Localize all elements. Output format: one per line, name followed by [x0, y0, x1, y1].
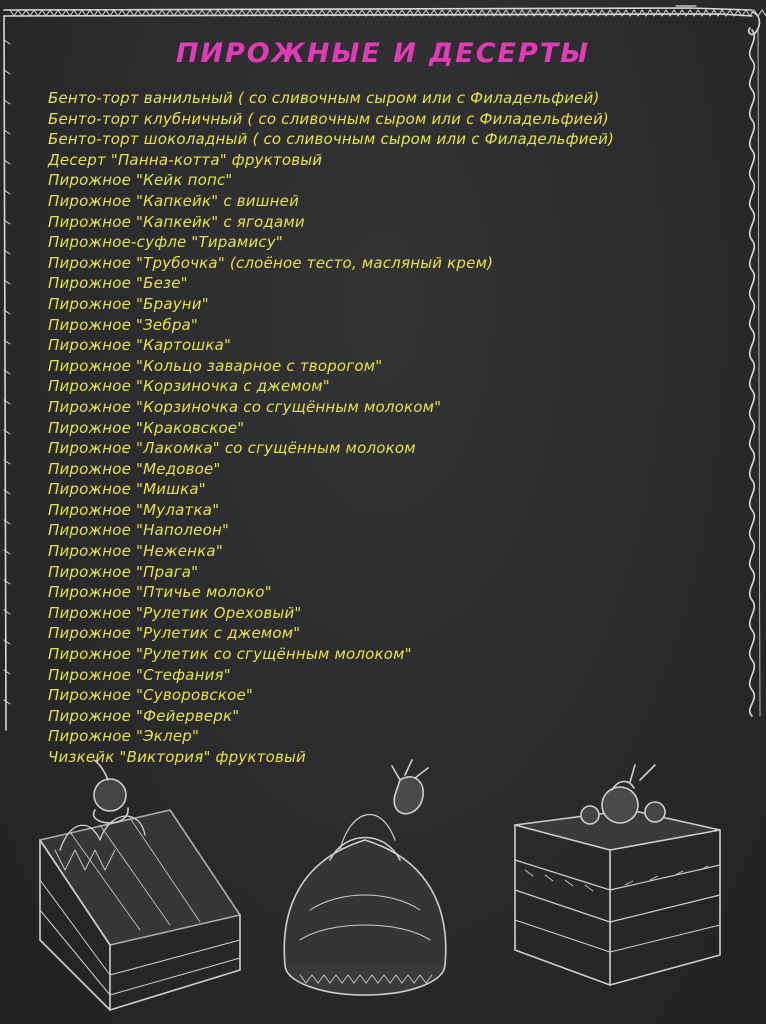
menu-item: Пирожное "Корзиночка со сгущённым молоком": [48, 397, 442, 416]
layered-cake-sketch-icon: [515, 765, 720, 985]
menu-item: Пирожное "Кольцо заварное с творогом": [48, 356, 383, 375]
menu-item: Десерт "Панна-котта" фруктовый: [48, 150, 323, 169]
menu-item: Пирожное "Фейерверк": [48, 706, 240, 725]
menu-item: Пирожное "Рулетик со сгущённым молоком": [48, 645, 412, 664]
menu-item: Пирожное "Трубочка" (слоёное тесто, масляный крем): [48, 253, 494, 272]
menu-item: Пирожное "Зебра": [48, 315, 199, 334]
menu-item: Пирожное "Капкейк" с ягодами: [48, 212, 305, 231]
menu-item: Пирожное "Прага": [48, 562, 199, 581]
menu-item: Пирожное "Картошка": [48, 336, 232, 355]
menu-item: Пирожное "Кейк попс": [48, 171, 233, 190]
menu-item: Пирожное "Мулатка": [48, 500, 220, 519]
menu-item: Пирожное-суфле "Тирамису": [48, 233, 284, 252]
menu-item: Пирожное "Медовое": [48, 459, 221, 478]
menu-item: Бенто-торт ванильный ( со сливочным сыром или с Филадельфией): [48, 89, 600, 107]
menu-item: Пирожное "Мишка": [48, 480, 206, 499]
cream-puff-sketch-icon: [284, 760, 445, 995]
menu-item: Пирожное "Лакомка" со сгущённым молоком: [48, 439, 416, 458]
page-title: ПИРОЖНЫЕ И ДЕСЕРТЫ: [175, 38, 591, 69]
menu-item: Пирожное "Стефания": [48, 665, 231, 684]
menu-item: Чизкейк "Виктория" фруктовый: [48, 748, 306, 766]
menu-item: Пирожное "Рулетик с джемом": [48, 624, 301, 643]
menu-item: Пирожное "Наполеон": [48, 521, 230, 540]
dessert-sketches: [0, 740, 766, 1024]
menu-item: Пирожное "Неженка": [48, 542, 223, 561]
dessert-menu-list: [48, 88, 614, 768]
menu-item: Пирожное "Капкейк" с вишней: [48, 191, 300, 210]
menu-item: Пирожное "Эклер": [48, 727, 200, 746]
menu-item: Пирожное "Корзиночка с джемом": [48, 377, 330, 396]
menu-item: Пирожное "Брауни": [48, 294, 209, 313]
menu-item: Пирожное "Птичье молоко": [48, 583, 272, 602]
menu-item: Пирожное "Безе": [48, 274, 188, 293]
menu-item: Бенто-торт шоколадный ( со сливочным сыром или с Филадельфией): [48, 130, 615, 149]
menu-item: Пирожное "Рулетик Ореховый": [48, 603, 302, 622]
menu-item: Пирожное "Суворовское": [48, 686, 254, 705]
menu-item: Пирожное "Краковское": [48, 418, 245, 437]
cake-slice-sketch-icon: [40, 760, 240, 1010]
menu-item: Бенто-торт клубничный ( со сливочным сыром или с Филадельфией): [48, 109, 609, 128]
